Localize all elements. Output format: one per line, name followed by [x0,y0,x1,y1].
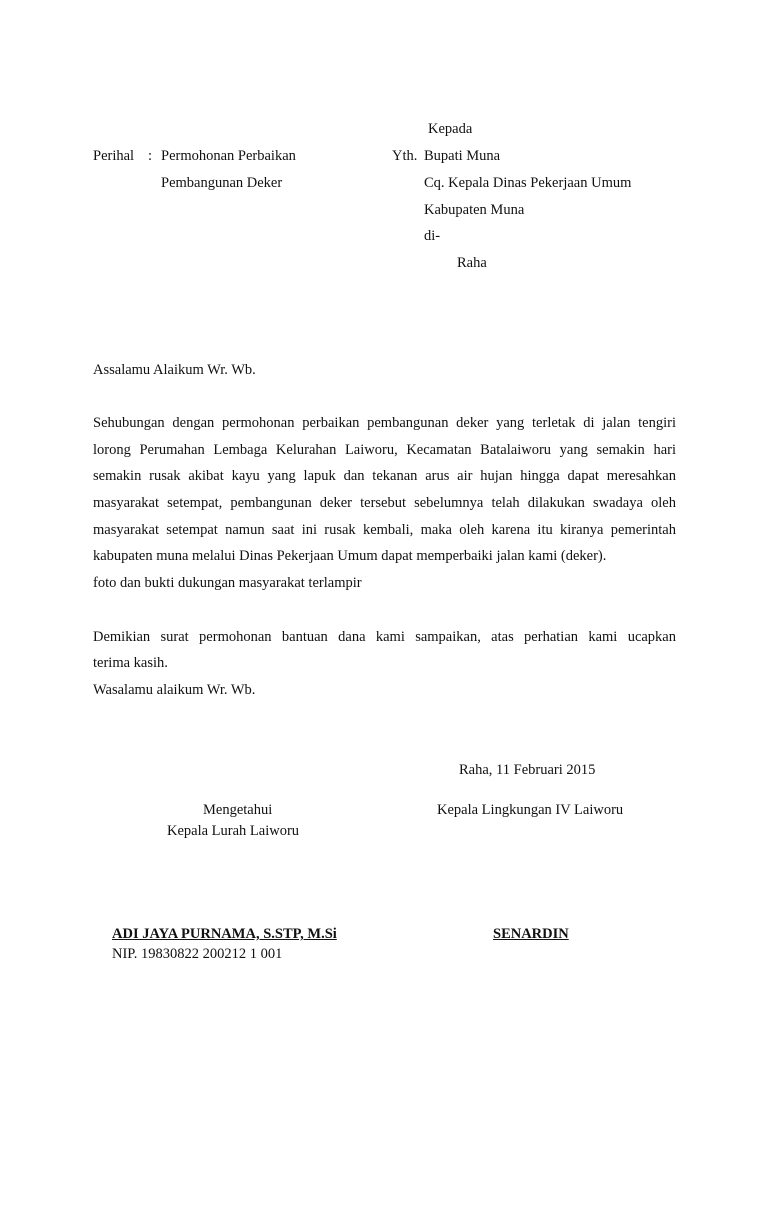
left-signer-name: ADI JAYA PURNAMA, S.STP, M.Si [112,926,337,942]
recipient-line3: Kabupaten Muna [424,202,525,218]
paragraph1-line: lorong Perumahan Lembaga Kelurahan Laiworu, Kecamatan Batalaiworu yang semakin hari [93,442,676,458]
paragraph1-line: semakin rusak akibat kayu yang lapuk dan tekanan arus air hujan hingga dapat meresahkan [93,468,676,484]
paragraph2-line: Wasalamu alaikum Wr. Wb. [93,682,256,698]
recipient-city: Raha [457,255,487,271]
paragraph1-line: masyarakat setempat, pembangunan deker tersebut sebelumnya telah dilakukan swadaya oleh [93,495,676,511]
place-date: Raha, 11 Februari 2015 [459,762,596,778]
paragraph1-line: foto dan bukti dukungan masyarakat terlampir [93,575,362,591]
paragraph1-line: Sehubungan dengan permohonan perbaikan pembangunan deker yang terletak di jalan tengiri [93,415,676,431]
yth-label: Yth. [392,148,418,164]
paragraph2-line: Demikian surat permohonan bantuan dana kami sampaikan, atas perhatian kami ucapkan [93,629,676,645]
perihal-subject-line1: Permohonan Perbaikan [161,148,296,164]
perihal-label: Perihal [93,148,135,164]
recipient-line1: Bupati Muna [424,148,501,164]
right-signer-title: Kepala Lingkungan IV Laiworu [437,802,624,818]
paragraph1-line: masyarakat setempat namun saat ini rusak kembali, maka oleh karena itu kiranya pemerintah [93,522,676,538]
left-signer-title1: Mengetahui [203,802,273,818]
recipient-line4: di- [424,228,441,244]
kepada-label: Kepada [428,121,473,137]
greeting: Assalamu Alaikum Wr. Wb. [93,362,256,378]
paragraph2-line: terima kasih. [93,655,168,671]
paragraph1-line: kabupaten muna melalui Dinas Pekerjaan Umum dapat memperbaiki jalan kami (deker). [93,548,607,564]
perihal-subject-line2: Pembangunan Deker [161,175,283,191]
right-signer-name: SENARDIN [493,926,569,942]
perihal-colon: : [148,148,153,164]
recipient-line2: Cq. Kepala Dinas Pekerjaan Umum [424,175,632,191]
left-signer-title2: Kepala Lurah Laiworu [167,823,300,839]
left-signer-nip: NIP. 19830822 200212 1 001 [112,946,283,962]
